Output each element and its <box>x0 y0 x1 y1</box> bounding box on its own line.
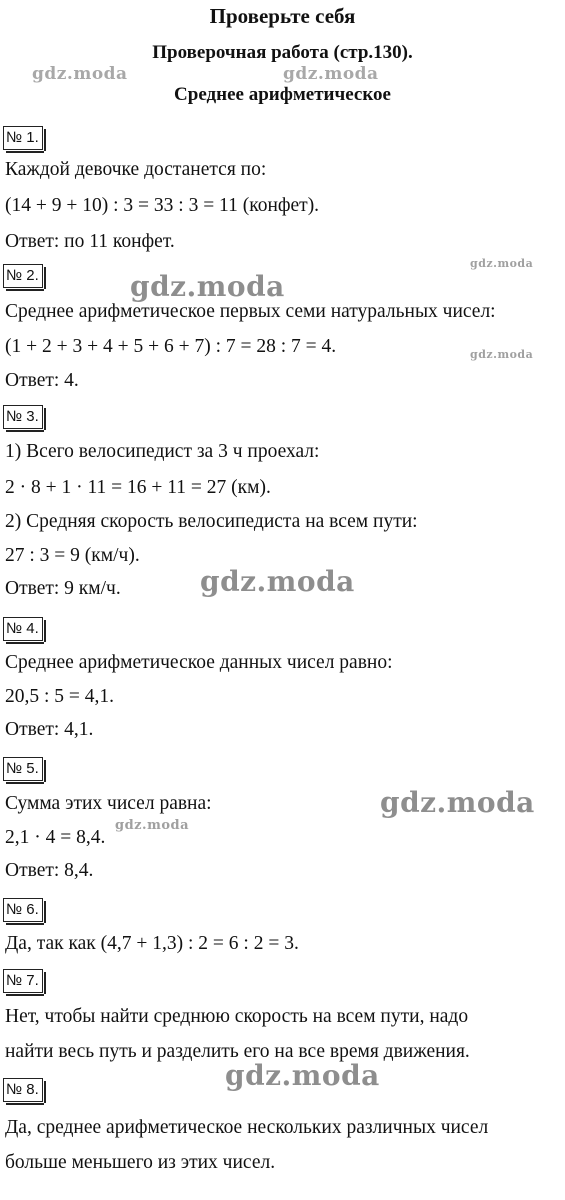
topic-heading: Среднее арифметическое <box>174 84 391 105</box>
task-number-2: № 2. <box>3 264 43 288</box>
task-number-8: № 8. <box>3 1078 43 1102</box>
task-8-line-1: Да, среднее арифметическое нескольких различных чисел <box>5 1117 489 1138</box>
task-8-line-2: больше меньшего из этих чисел. <box>5 1152 276 1173</box>
task-5-line-2: 2,1 · 4 = 8,4. <box>5 827 106 848</box>
task-3-line-5: Ответ: 9 км/ч. <box>5 578 121 599</box>
watermark: gdz.moda <box>32 64 128 84</box>
task-4-line-1: Среднее арифметическое данных чисел равно: <box>5 652 393 673</box>
task-6-line-1: Да, так как (4,7 + 1,3) : 2 = 6 : 2 = 3. <box>5 933 299 954</box>
watermark: gdz.moda <box>470 348 534 361</box>
task-1-line-1: Каждой девочке достанется по: <box>5 159 267 180</box>
task-4-line-2: 20,5 : 5 = 4,1. <box>5 686 115 707</box>
task-number-6: № 6. <box>3 898 43 922</box>
watermark: gdz.moda <box>380 786 535 819</box>
task-3-line-1: 1) Всего велосипедист за 3 ч проехал: <box>5 441 320 462</box>
watermark: gdz.moda <box>283 64 379 84</box>
task-4-line-3: Ответ: 4,1. <box>5 719 94 740</box>
task-1-line-2: (14 + 9 + 10) : 3 = 33 : 3 = 11 (конфет). <box>5 195 320 216</box>
watermark: gdz.moda <box>200 565 355 598</box>
task-1-line-3: Ответ: по 11 конфет. <box>5 231 175 252</box>
task-7-line-2: найти весь путь и разделить его на все время движения. <box>5 1041 470 1062</box>
task-number-4: № 4. <box>3 617 43 641</box>
page-subtitle: Проверочная работа (стр.130). <box>152 42 413 63</box>
task-number-1: № 1. <box>3 126 43 150</box>
task-3-line-4: 27 : 3 = 9 (км/ч). <box>5 545 140 566</box>
task-3-line-2: 2 · 8 + 1 · 11 = 16 + 11 = 27 (км). <box>5 477 271 498</box>
watermark: gdz.moda <box>115 818 190 833</box>
task-2-line-2: (1 + 2 + 3 + 4 + 5 + 6 + 7) : 7 = 28 : 7 = 4. <box>5 336 337 357</box>
watermark: gdz.moda <box>225 1059 380 1092</box>
task-3-line-3: 2) Средняя скорость велосипедиста на всем пути: <box>5 511 418 532</box>
task-2-line-3: Ответ: 4. <box>5 370 79 391</box>
task-number-5: № 5. <box>3 757 43 781</box>
task-2-line-1: Среднее арифметическое первых семи натуральных чисел: <box>5 301 496 322</box>
task-5-line-1: Сумма этих чисел равна: <box>5 793 212 814</box>
task-number-3: № 3. <box>3 405 43 429</box>
page-title: Проверьте себя <box>209 4 356 28</box>
task-5-line-3: Ответ: 8,4. <box>5 860 94 881</box>
task-number-7: № 7. <box>3 969 43 993</box>
watermark: gdz.moda <box>470 257 534 270</box>
task-7-line-1: Нет, чтобы найти среднюю скорость на всем пути, надо <box>5 1006 469 1027</box>
watermark: gdz.moda <box>130 270 285 303</box>
